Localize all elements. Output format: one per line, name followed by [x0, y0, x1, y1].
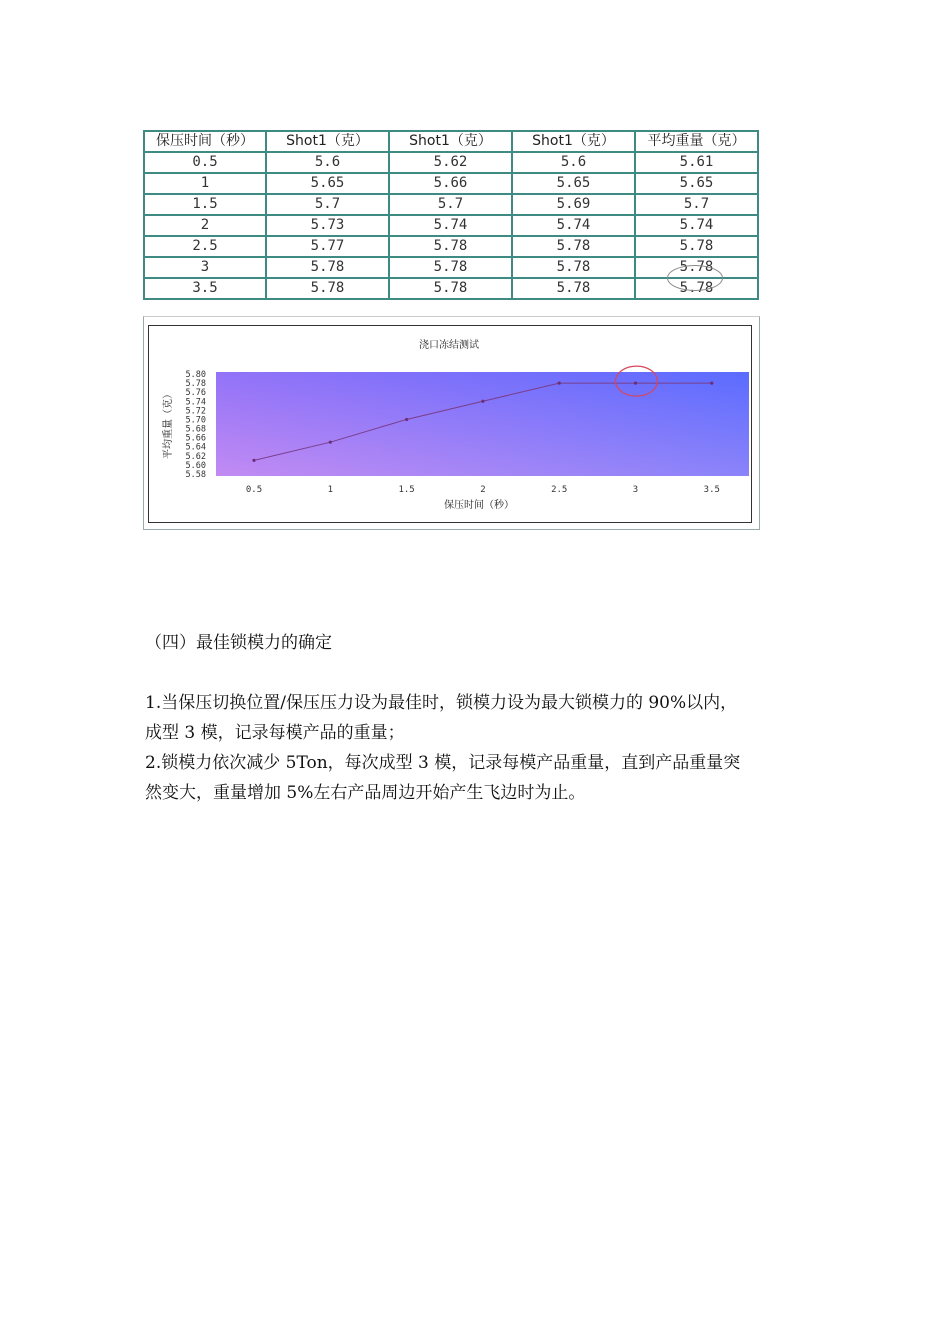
header-hold-time: 保压时间（秒） — [144, 131, 266, 152]
x-tick-label: 3 — [632, 485, 639, 495]
paragraph-line-1: 1.当保压切换位置/保压压力设为最佳时，锁模力设为最大锁模力的 90%以内， — [145, 693, 738, 713]
table-cell: 2 — [144, 215, 266, 236]
y-tick-label: 5.60 — [185, 460, 206, 471]
table-cell: 5.78 — [266, 278, 389, 299]
y-tick-label: 5.74 — [185, 397, 206, 408]
plot-area-overlay — [216, 372, 749, 476]
x-tick-label: 2 — [480, 485, 486, 495]
header-average-weight: 平均重量（克） — [635, 131, 758, 152]
chart-frame — [148, 325, 752, 523]
y-tick-label: 5.66 — [185, 433, 206, 444]
x-tick-label: 3.5 — [703, 485, 720, 495]
header-shot-2: Shot1（克） — [389, 131, 512, 152]
table-cell: 5.65 — [512, 173, 635, 194]
table-cell: 5.77 — [266, 236, 389, 257]
table-cell: 5.61 — [635, 152, 758, 173]
paragraph-line-3: 2.锁模力依次减少 5Ton，每次成型 3 模，记录每模产品重量，直到产品重量突 — [145, 753, 741, 773]
table-cell: 0.5 — [144, 152, 266, 173]
table-cell: 1 — [144, 173, 266, 194]
table-cell: 5.78 — [389, 236, 512, 257]
table-cell: 5.78 — [635, 257, 758, 278]
header-shot-1: Shot1（克） — [266, 131, 389, 152]
y-tick-label: 5.70 — [185, 415, 206, 426]
table-row — [144, 173, 758, 194]
table-cell: 5.78 — [635, 278, 758, 299]
table-row — [144, 236, 758, 257]
y-tick-label: 5.76 — [185, 388, 206, 399]
table-cell: 5.78 — [266, 257, 389, 278]
x-axis-label: 保压时间（秒） — [444, 500, 514, 511]
table-cell: 5.74 — [635, 215, 758, 236]
x-tick-label: 0.5 — [245, 485, 263, 495]
table-cell: 5.74 — [389, 215, 512, 236]
table-row — [144, 257, 758, 278]
table-cell: 2.5 — [144, 236, 266, 257]
y-tick-label: 5.80 — [185, 370, 206, 380]
y-tick-label: 5.68 — [185, 424, 206, 435]
paragraph-line-4: 然变大，重量增加 5%左右产品周边开始产生飞边时为止。 — [145, 783, 586, 803]
table-cell: 5.78 — [512, 278, 635, 299]
x-tick-label: 2.5 — [551, 485, 568, 495]
data-point — [634, 381, 637, 384]
y-tick-label: 5.62 — [185, 451, 206, 462]
table-cell: 5.78 — [389, 257, 512, 278]
y-tick-label: 5.58 — [185, 470, 206, 480]
chart-title: 浇口冻结测试 — [419, 340, 479, 351]
table-row — [144, 278, 758, 299]
table-cell: 5.65 — [266, 173, 389, 194]
table-row — [144, 215, 758, 236]
table-cell: 5.62 — [389, 152, 512, 173]
y-tick-label: 5.78 — [185, 379, 206, 390]
data-point — [481, 400, 484, 403]
table-cell: 5.7 — [635, 194, 758, 215]
table-cell: 3.5 — [144, 278, 266, 299]
data-point — [558, 381, 561, 384]
table-cell: 5.7 — [266, 194, 389, 215]
data-point — [252, 459, 255, 462]
data-point — [710, 381, 713, 384]
chart-container — [143, 316, 760, 530]
table-cell: 5.78 — [512, 236, 635, 257]
table-cell: 5.74 — [512, 215, 635, 236]
table-cell: 5.73 — [266, 215, 389, 236]
section-heading: （四）最佳锁模力的确定 — [145, 633, 332, 653]
table-row — [144, 152, 758, 173]
y-tick-label: 5.64 — [185, 442, 206, 453]
table-cell: 3 — [144, 257, 266, 278]
data-point — [329, 441, 332, 444]
hold-time-table-container — [143, 130, 760, 314]
table-cell: 5.66 — [389, 173, 512, 194]
table-row — [144, 194, 758, 215]
table-cell: 5.7 — [389, 194, 512, 215]
table-cell: 5.69 — [512, 194, 635, 215]
table-cell: 5.6 — [512, 152, 635, 173]
table-cell: 5.78 — [512, 257, 635, 278]
table-cell: 1.5 — [144, 194, 266, 215]
header-shot-3: Shot1（克） — [512, 131, 635, 152]
y-axis-label: 平均重量（克） — [163, 389, 174, 459]
x-tick-label: 1 — [327, 485, 334, 495]
table-header-row — [144, 131, 758, 152]
table-cell: 5.78 — [389, 278, 512, 299]
paragraph-line-2: 成型 3 模，记录每模产品的重量； — [145, 723, 405, 743]
x-tick-label: 1.5 — [398, 485, 415, 495]
data-point — [405, 418, 408, 421]
gate-freeze-chart — [149, 326, 751, 522]
highlight-ring-table — [667, 265, 723, 291]
table-cell: 5.78 — [635, 236, 758, 257]
y-tick-label: 5.72 — [185, 406, 206, 417]
table-cell: 5.65 — [635, 173, 758, 194]
table-cell: 5.6 — [266, 152, 389, 173]
